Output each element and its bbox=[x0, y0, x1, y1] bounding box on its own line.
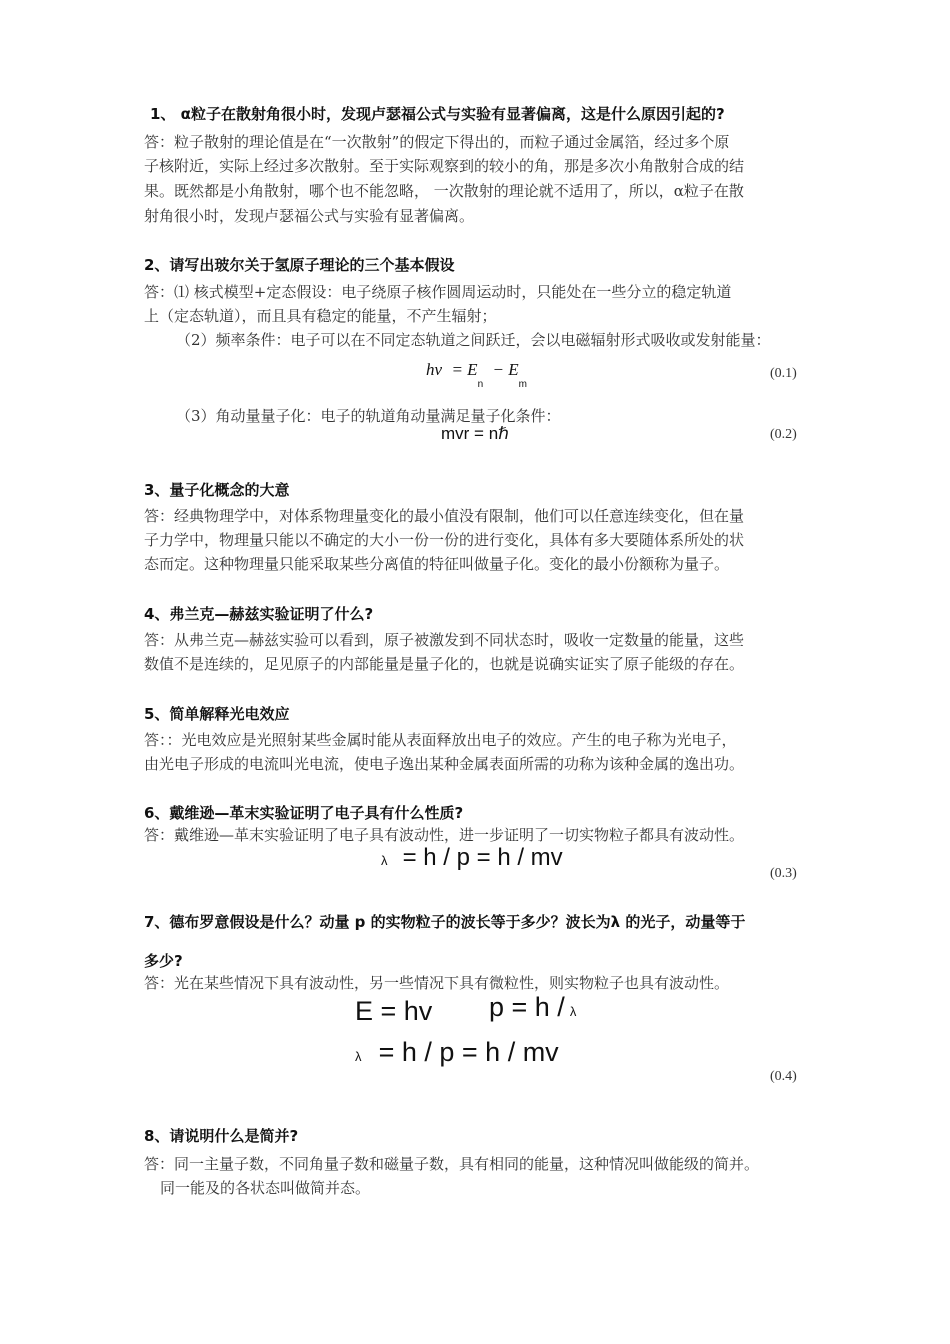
question-6-title: 6、戴维逊—革末实验证明了电子具有什么性质? bbox=[144, 804, 464, 822]
eq1-sub-n: n bbox=[477, 379, 484, 391]
eq1-equals-e: = E bbox=[451, 360, 478, 379]
question-3-title: 3、量子化概念的大意 bbox=[144, 481, 290, 499]
answer-8-line-2: 同一能及的各状态叫做简并态。 bbox=[160, 1179, 371, 1197]
answer-2-line-3: （2）频率条件：电子可以在不同定态轨道之间跃迁，会以电磁辐射形式吸收或发射能量： bbox=[176, 331, 771, 349]
question-5-title: 5、简单解释光电效应 bbox=[144, 705, 290, 723]
eq3-lambda: λ bbox=[381, 853, 388, 868]
answer-1-line-1: 答：粒子散射的理论值是在“一次散射”的假定下得出的，而粒子通过金属箔，经过多个原 bbox=[144, 133, 730, 151]
question-8-title: 8、请说明什么是简并? bbox=[144, 1127, 299, 1145]
answer-6-line-1: 答：戴维逊—革末实验证明了电子具有波动性，进一步证明了一切实物粒子都具有波动性。 bbox=[144, 826, 745, 844]
eq1-minus-e: − E bbox=[492, 360, 519, 379]
equation-number-0-1: (0.1) bbox=[770, 366, 797, 381]
equation-e-hv: E = hv bbox=[355, 996, 433, 1026]
answer-3-line-1: 答：经典物理学中，对体系物理量变化的最小值没有限制，他们可以任意连续变化，但在量 bbox=[144, 507, 745, 525]
question-1-title: 1、 α粒子在散射角很小时，发现卢瑟福公式与实验有显著偏离，这是什么原因引起的? bbox=[150, 105, 725, 123]
equation-0-4 bbox=[355, 1037, 559, 1068]
eq4b-lambda: λ bbox=[569, 1004, 577, 1019]
answer-7-line-1: 答：光在某些情况下具有波动性，另一些情况下具有微粒性，则实物粒子也具有波动性。 bbox=[144, 974, 730, 992]
eq4c-text: = h / p = h / mv bbox=[378, 1037, 559, 1067]
answer-4-line-2: 数值不是连续的，足见原子的内部能量是量子化的，也就是说确实证实了原子能级的存在。 bbox=[144, 655, 745, 673]
answer-5-line-2: 由光电子形成的电流叫光电流，使电子逸出某种金属表面所需的功称为该种金属的逸出功。 bbox=[144, 755, 745, 773]
equation-0-1 bbox=[426, 360, 527, 391]
answer-1-line-2: 子核附近，实际上经过多次散射。至于实际观察到的较小的角，那是多次小角散射合成的结 bbox=[144, 157, 745, 175]
eq3-text: = h / p = h / mv bbox=[402, 844, 563, 871]
question-7-title-line-2: 多少? bbox=[144, 952, 183, 970]
equation-0-3 bbox=[381, 844, 563, 872]
answer-5-line-1: 答：：光电效应是光照射某些金属时能从表面释放出电子的效应。产生的电子称为光电子， bbox=[144, 731, 737, 749]
equation-number-0-4: (0.4) bbox=[770, 1069, 797, 1084]
answer-4-line-1: 答：从弗兰克—赫兹实验可以看到，原子被激发到不同状态时，吸收一定数量的能量，这些 bbox=[144, 631, 745, 649]
answer-1-line-4: 射角很小时，发现卢瑟福公式与实验有显著偏离。 bbox=[144, 207, 475, 225]
question-4-title: 4、弗兰克—赫兹实验证明了什么? bbox=[144, 605, 374, 623]
equation-number-0-2: (0.2) bbox=[770, 427, 797, 442]
answer-1-line-3: 果。既然都是小角散射，哪个也不能忽略， 一次散射的理论就不适用了，所以，α粒子在散 bbox=[144, 182, 744, 200]
equation-number-0-3: (0.3) bbox=[770, 866, 797, 881]
eq4c-lambda: λ bbox=[355, 1049, 362, 1064]
answer-2-line-1: 答：⑴ 核式模型+定态假设：电子绕原子核作圆周运动时，只能处在一些分立的稳定轨道 bbox=[144, 283, 732, 301]
equation-0-2: mvr = nℏ bbox=[441, 424, 509, 443]
equation-p-h-lambda bbox=[489, 992, 576, 1023]
eq1-h: hν bbox=[426, 360, 443, 379]
answer-2-line-4: （3）角动量量子化：电子的轨道角动量满足量子化条件： bbox=[176, 407, 561, 425]
question-2-title: 2、请写出玻尔关于氢原子理论的三个基本假设 bbox=[144, 256, 455, 274]
answer-8-line-1: 答：同一主量子数，不同角量子数和磁量子数，具有相同的能量，这种情况叫做能级的简并。 bbox=[144, 1155, 760, 1173]
eq1-sub-m: m bbox=[518, 379, 527, 391]
eq4b-text: p = h / bbox=[489, 992, 565, 1022]
answer-3-line-2: 子力学中，物理量只能以不确定的大小一份一份的进行变化，具体有多大要随体系所处的状 bbox=[144, 531, 745, 549]
answer-2-line-2: 上（定态轨道），而且具有稳定的能量，不产生辐射； bbox=[144, 307, 497, 325]
question-7-title-line-1: 7、德布罗意假设是什么？动量 p 的实物粒子的波长等于多少？波长为λ 的光子，动量等于 bbox=[144, 913, 746, 931]
answer-3-line-3: 态而定。这种物理量只能采取某些分离值的特征叫做量子化。变化的最小份额称为量子。 bbox=[144, 555, 730, 573]
